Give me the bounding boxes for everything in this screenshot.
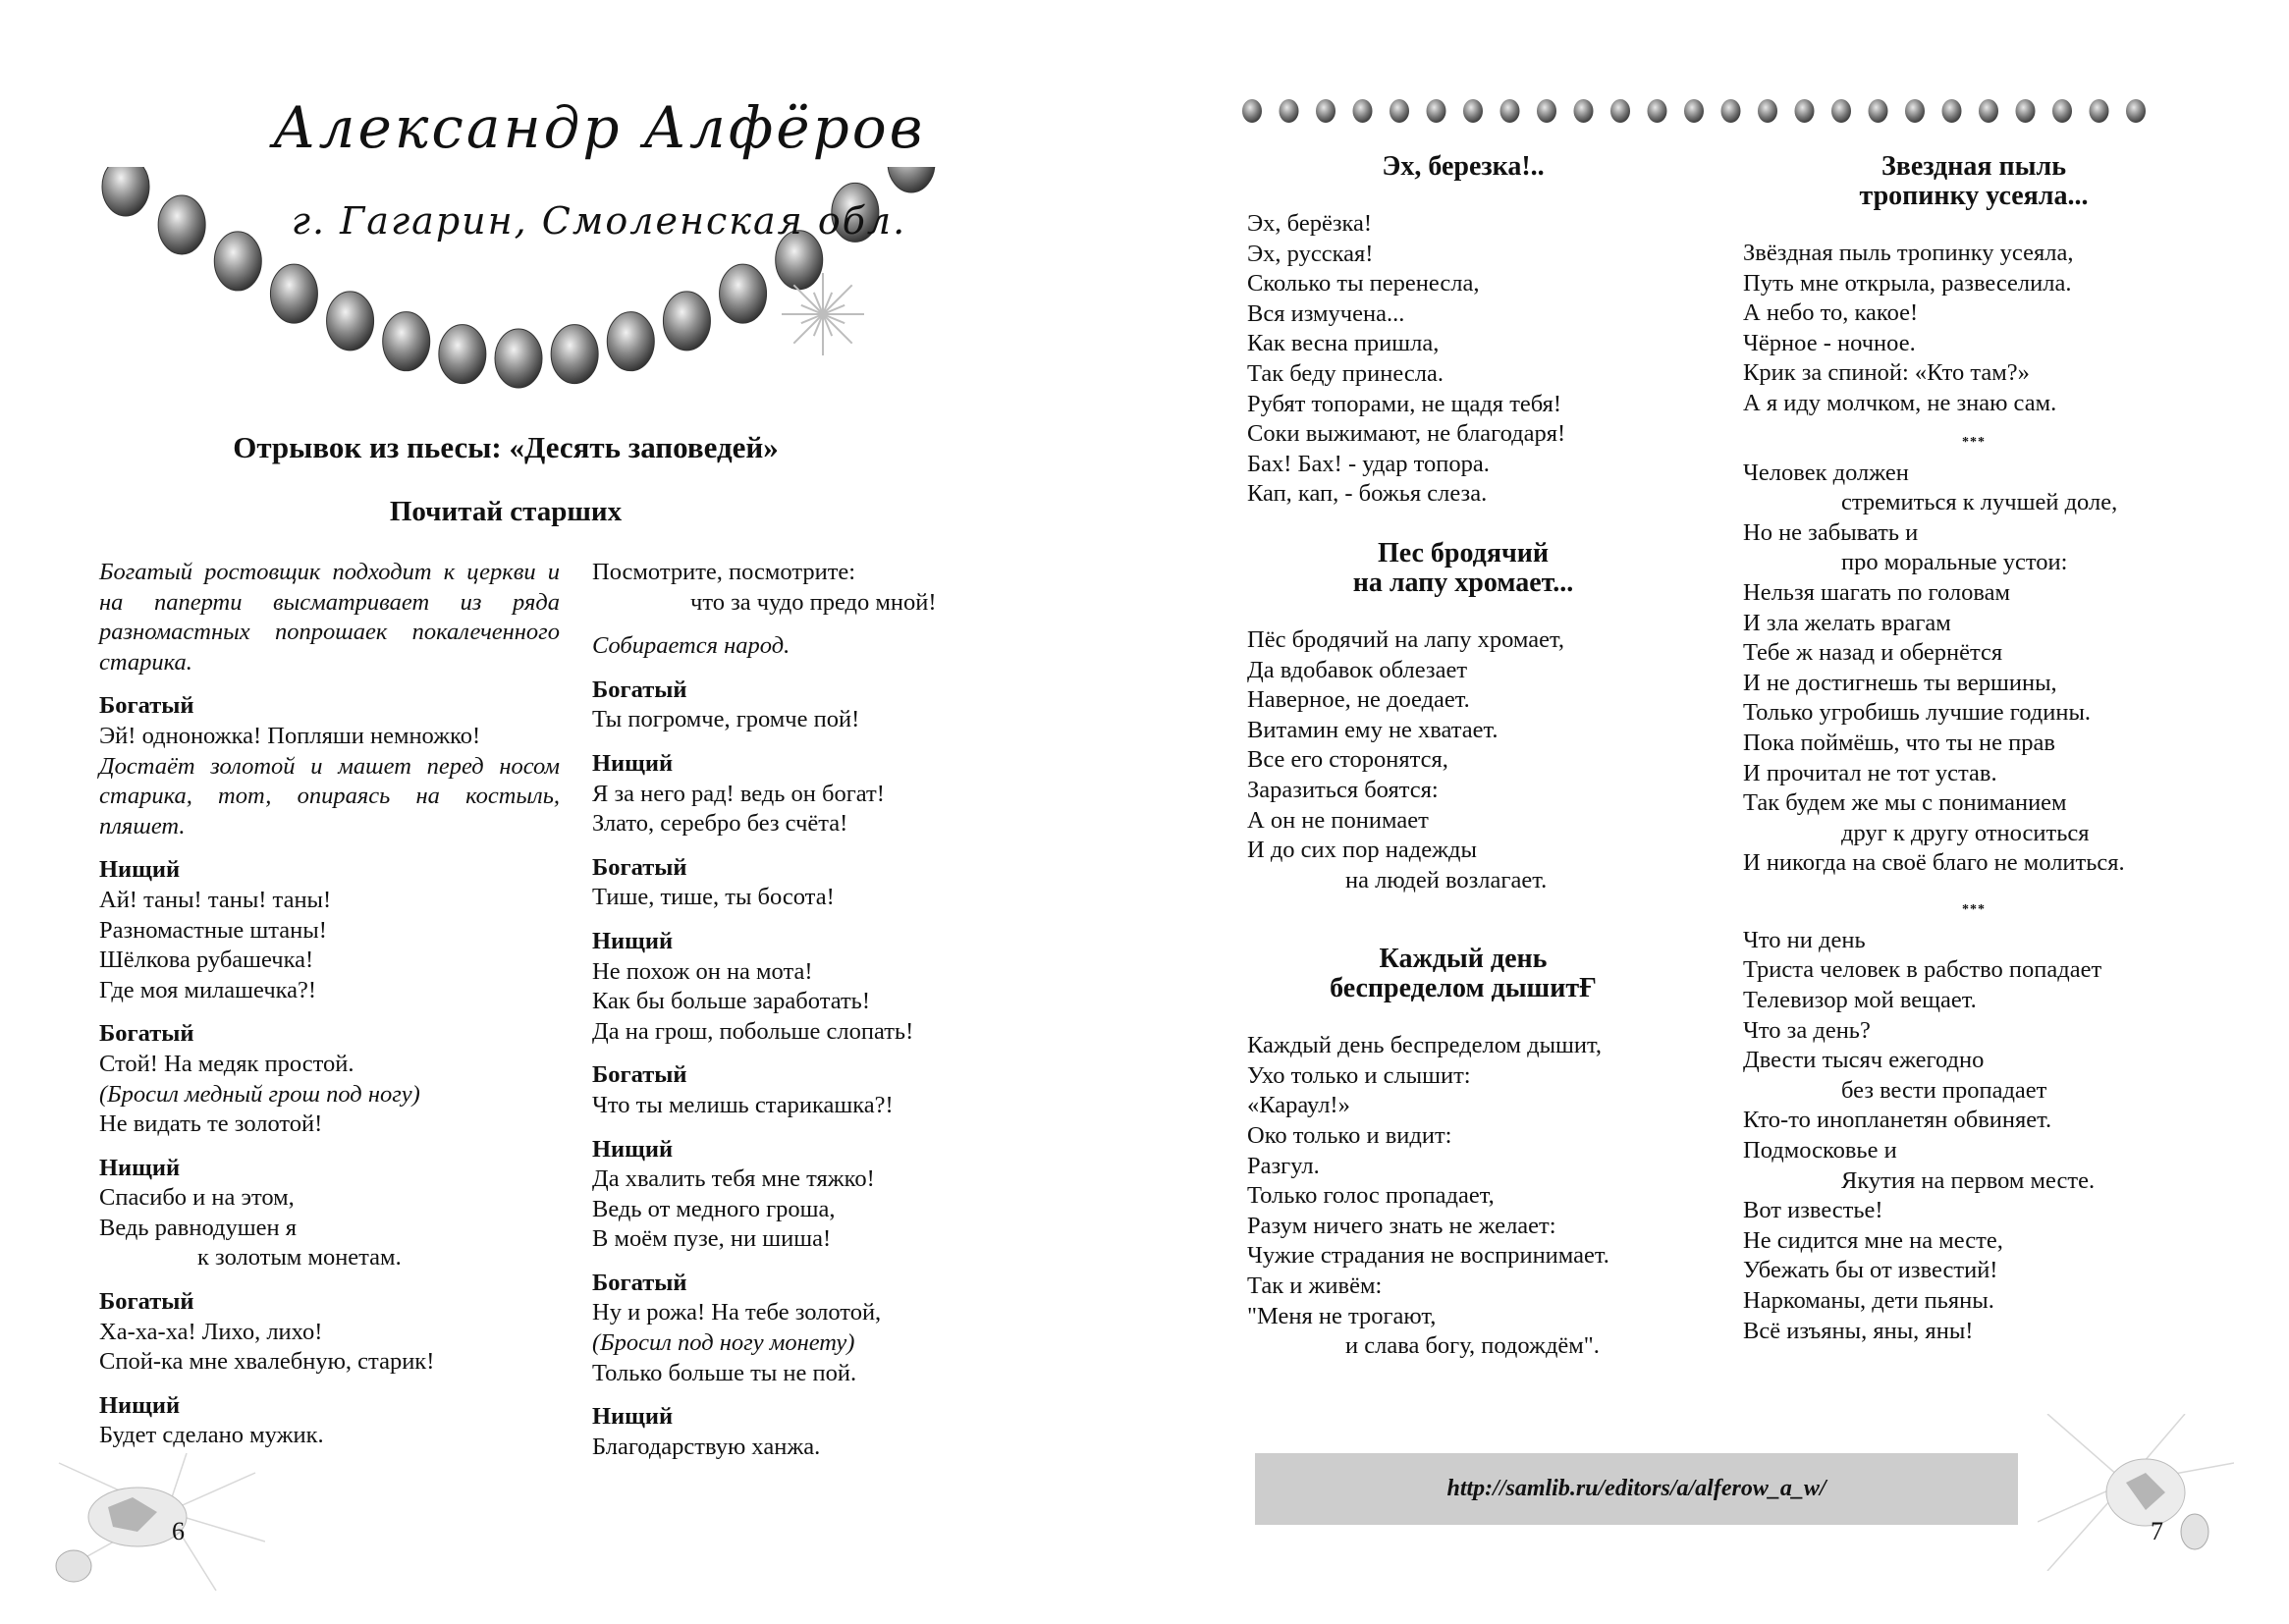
- text-line: Что за день?: [1743, 1016, 1871, 1044]
- text-line: Эй! одноножка! Попляши немножко!: [99, 722, 481, 749]
- speaker-name: Богатый: [592, 1269, 687, 1296]
- text-line: Ха-ха-ха! Лихо, лихо!: [99, 1318, 323, 1345]
- poem-stanza: [1743, 239, 2205, 419]
- author-name: Александр Алфёров: [272, 94, 926, 161]
- text-line: стремиться к лучшей доле,: [1841, 489, 2118, 516]
- text-line: Крик за спиной: «Кто там?»: [1743, 359, 2030, 387]
- page-number-left: 6: [172, 1517, 185, 1545]
- text-line: к золотым монетам.: [197, 1244, 402, 1272]
- stanza-separator: ***: [1962, 434, 1986, 450]
- text-line: Якутия на первом месте.: [1841, 1166, 2096, 1194]
- text-line: И никогда на своё благо не молиться.: [1743, 849, 2125, 877]
- text-line: Ведь равнодушен я: [99, 1214, 297, 1241]
- gem-bead: [214, 232, 261, 291]
- text-line: Стой! На медяк простой.: [99, 1050, 354, 1077]
- gem-bead: [2016, 99, 2036, 123]
- gem-bead: [1684, 99, 1704, 123]
- text-line: Ты погромче, громче пой!: [592, 706, 860, 733]
- poems-column-left: [1247, 152, 1679, 1362]
- stage-direction: Собирается народ.: [592, 632, 790, 660]
- text-line: Убежать бы от известий!: [1743, 1257, 1998, 1284]
- text-line: Эх, русская!: [1247, 240, 1374, 267]
- text-line: Витамин ему не хватает.: [1247, 716, 1499, 743]
- dialogue-block: [99, 1019, 560, 1139]
- poem-title: [1247, 539, 1679, 598]
- text-line: Посмотрите, посмотрите:: [592, 559, 856, 585]
- text-line: Разномастные штаны!: [99, 916, 327, 944]
- text-line: Эх, берёзка!: [1247, 210, 1373, 237]
- text-line: Как весна пришла,: [1247, 330, 1440, 357]
- text-line: Так и живём:: [1247, 1272, 1383, 1300]
- poem: [1247, 945, 1679, 1362]
- text-line: Путь мне открыла, развеселила.: [1743, 269, 2072, 297]
- text-line: Бах! Бах! - удар топора.: [1247, 450, 1490, 477]
- text-line: Человек должен: [1743, 459, 1909, 486]
- gem-border-decoration: [1242, 96, 2224, 126]
- left-page: [0, 0, 1144, 1624]
- gem-bead: [551, 325, 598, 384]
- text-line: Телевизор мой вещает.: [1743, 987, 1977, 1014]
- speaker-name: Богатый: [99, 692, 194, 720]
- text-line: Кто-то инопланетян обвиняет.: [1743, 1107, 2052, 1134]
- poem-title-line: Звездная пыль: [1880, 151, 2067, 182]
- right-page: [1144, 0, 2289, 1624]
- text-line: Не сидится мне на месте,: [1743, 1226, 2003, 1254]
- text-line: Сколько ты перенесла,: [1247, 270, 1480, 298]
- text-line: Звёздная пыль тропинку усеяла,: [1743, 240, 2074, 266]
- text-line: А я иду молчком, не знаю сам.: [1743, 389, 2057, 416]
- dialogue-block: [592, 1060, 1005, 1120]
- speaker-name: Нищий: [592, 1135, 674, 1163]
- text-line: И до сих пор надежды: [1247, 837, 1477, 864]
- gem-bead: [1574, 99, 1594, 123]
- text-line: Благодарствую ханжа.: [592, 1433, 821, 1460]
- dialogue-block: [592, 558, 1005, 618]
- dialogue-block: [99, 691, 560, 841]
- gem-bead: [1280, 99, 1299, 123]
- footer-url-box: [1255, 1453, 2018, 1525]
- speaker-name: Нищий: [592, 749, 674, 777]
- author-location: г. Гагарин, Смоленская обл.: [291, 199, 907, 243]
- poem: [1247, 539, 1679, 895]
- text-line: Да хвалить тебя мне тяжко!: [592, 1165, 875, 1193]
- poem-stanza: [1743, 459, 2205, 879]
- gem-bead: [1353, 99, 1373, 123]
- stage-direction: (Бросил под ногу монету): [592, 1329, 855, 1357]
- dialogue-block: [99, 1287, 560, 1378]
- poem-title: [1743, 152, 2205, 211]
- speaker-name: Нищий: [99, 1391, 181, 1419]
- gem-bead: [439, 325, 486, 384]
- text-line: Кап, кап, - божья слеза.: [1247, 480, 1488, 508]
- speaker-name: Богатый: [99, 1288, 194, 1316]
- gem-bead: [102, 167, 149, 216]
- text-line: Шёлкова рубашечка!: [99, 947, 314, 974]
- text-line: Но не забывать и: [1743, 518, 1919, 546]
- text-line: «Караул!»: [1247, 1092, 1350, 1119]
- gem-bead: [383, 312, 430, 371]
- text-line: Чёрное - ночное.: [1743, 329, 1916, 356]
- gem-bead: [1610, 99, 1630, 123]
- gem-bead: [1463, 99, 1483, 123]
- dialogue-block: [592, 1269, 1005, 1388]
- poem-stanza: [1743, 926, 2205, 1346]
- speaker-name: Нищий: [592, 1403, 674, 1431]
- text-line: Вся измучена...: [1247, 299, 1405, 327]
- text-line: и слава богу, подождём".: [1345, 1332, 1600, 1360]
- text-line: Все его сторонятся,: [1247, 746, 1448, 774]
- dialogue-block: [99, 1154, 560, 1273]
- gem-bead: [888, 167, 935, 192]
- text-line: Что ни день: [1743, 926, 1866, 953]
- dialogue-block: [99, 1391, 560, 1451]
- stage-direction: Достаёт золотой и машет перед носом старика, тот, опираясь на костыль, пляшет.: [99, 752, 560, 839]
- text-line: без вести пропадает: [1841, 1076, 2047, 1104]
- text-line: Только голос пропадает,: [1247, 1182, 1495, 1210]
- text-line: Что ты мелишь старикашка?!: [592, 1091, 894, 1118]
- speaker-name: Богатый: [592, 1061, 687, 1089]
- text-line: Наркоманы, дети пьяны.: [1743, 1287, 1994, 1314]
- text-line: Нельзя шагать по головам: [1743, 578, 2011, 606]
- text-line: "Меня не трогают,: [1247, 1302, 1437, 1329]
- text-line: Ну и рожа! На тебе золотой,: [592, 1299, 882, 1326]
- speaker-name: Нищий: [99, 1154, 181, 1181]
- text-line: И зла желать врагам: [1743, 609, 1951, 636]
- gem-bead: [1537, 99, 1556, 123]
- gem-bead: [327, 292, 374, 351]
- text-line: Триста человек в рабство попадает: [1743, 956, 2102, 984]
- gem-bead: [1648, 99, 1667, 123]
- gem-bead: [1795, 99, 1815, 123]
- gem-bead: [270, 264, 317, 323]
- stanza-separator: ***: [1962, 901, 1986, 917]
- text-line: Наверное, не доедает.: [1247, 686, 1470, 714]
- dialogue-block: [592, 853, 1005, 913]
- speaker-name: Богатый: [99, 1020, 194, 1048]
- text-line: Разум ничего знать не желает:: [1247, 1212, 1556, 1239]
- play-column-2: [592, 558, 1005, 1476]
- text-line: Заразиться боятся:: [1247, 776, 1439, 803]
- stage-direction: (Бросил медный грош под ногу): [99, 1080, 420, 1108]
- poem-title-line: тропинку усеяла...: [1859, 181, 2089, 211]
- sparkle-icon: [782, 273, 864, 355]
- gem-bead: [1758, 99, 1777, 123]
- gem-bead: [1390, 99, 1409, 123]
- text-line: Будет сделано мужик.: [99, 1422, 324, 1449]
- text-line: Не похож он на мота!: [592, 957, 813, 985]
- dialogue-block: [592, 1402, 1005, 1462]
- speaker-name: Богатый: [592, 853, 687, 881]
- gem-bead: [1427, 99, 1446, 123]
- dialogue-block: [99, 855, 560, 1005]
- text-line: про моральные устои:: [1841, 549, 2068, 576]
- play-column-1: [99, 558, 560, 1465]
- gem-bead: [1869, 99, 1888, 123]
- text-line: В моём пузе, ни шиша!: [592, 1225, 832, 1253]
- speaker-name: Богатый: [592, 676, 687, 703]
- text-line: И не достигнешь ты вершины,: [1743, 669, 2057, 696]
- text-line: Тебе ж назад и обернётся: [1743, 639, 2003, 667]
- text-line: Разгул.: [1247, 1152, 1320, 1179]
- speaker-name: Нищий: [592, 927, 674, 954]
- footer-url-link[interactable]: http://samlib.ru/editors/a/alferow_a_w/: [1446, 1476, 1826, 1501]
- text-line: Где моя милашечка?!: [99, 976, 317, 1003]
- gem-bead: [1942, 99, 1962, 123]
- gem-bead: [2052, 99, 2072, 123]
- text-line: друг к другу относиться: [1841, 819, 2090, 846]
- dialogue-block: [592, 749, 1005, 839]
- gem-bead: [1831, 99, 1851, 123]
- gem-sparkle-corner-icon: [39, 1453, 265, 1600]
- text-line: Я за него рад! ведь он богат!: [592, 780, 885, 807]
- gem-bead: [495, 329, 542, 388]
- dialogue-block: [592, 1135, 1005, 1255]
- gem-bead: [158, 195, 205, 254]
- poem-title: [1247, 152, 1679, 182]
- text-line: Только угробишь лучшие годины.: [1743, 699, 2092, 727]
- text-line: Подмосковье и: [1743, 1137, 1897, 1164]
- text-line: Чужие страдания не воспринимает.: [1247, 1242, 1609, 1270]
- gem-bead: [2090, 99, 2109, 123]
- text-line: Ухо только и слышит:: [1247, 1061, 1471, 1089]
- text-line: Спой-ка мне хвалебную, старик!: [99, 1348, 435, 1376]
- text-line: Всё изъяны, яны, яны!: [1743, 1317, 1974, 1344]
- text-line: на людей возлагает.: [1345, 866, 1548, 893]
- poem-title-line: беспределом дышитҒ: [1330, 973, 1597, 1004]
- play-title: Отрывок из пьесы: «Десять заповедей»: [233, 430, 779, 464]
- text-line: И прочитал не тот устав.: [1743, 759, 1997, 786]
- text-line: Как бы больше заработать!: [592, 988, 870, 1015]
- poem: [1247, 152, 1679, 510]
- gem-bead: [663, 292, 710, 351]
- text-line: Так беду принесла.: [1247, 359, 1444, 387]
- poem-title-line: Пес бродячий: [1377, 537, 1550, 568]
- gem-sparkle-corner-icon: [2038, 1414, 2234, 1571]
- poem-title-line: на лапу хромает...: [1352, 567, 1574, 598]
- gem-bead: [1500, 99, 1520, 123]
- text-line: А небо то, какое!: [1743, 299, 1919, 327]
- gem-bead: [1905, 99, 1925, 123]
- poem-title-line: Каждый день: [1379, 944, 1548, 975]
- dialogue-block: [592, 927, 1005, 1047]
- text-line: Двести тысяч ежегодно: [1743, 1047, 1985, 1074]
- text-line: А он не понимает: [1247, 806, 1429, 834]
- text-line: Ай! таны! таны! таны!: [99, 886, 332, 913]
- poem-title-line: Эх, березка!..: [1382, 151, 1545, 182]
- text-line: Соки выжимают, не благодаря!: [1247, 420, 1566, 448]
- poem-title: [1247, 945, 1679, 1003]
- text-line: Спасибо и на этом,: [99, 1184, 295, 1212]
- text-line: Вот известье!: [1743, 1197, 1883, 1224]
- text-line: Тише, тише, ты босота!: [592, 884, 835, 911]
- dialogue-block: [592, 676, 1005, 735]
- text-line: Пока поймёшь, что ты не прав: [1743, 729, 2055, 756]
- text-line: Рубят топорами, не щадя тебя!: [1247, 390, 1562, 417]
- gem-bead: [1721, 99, 1741, 123]
- scene-title: Почитай старших: [389, 496, 623, 527]
- text-line: Не видать те золотой!: [99, 1110, 323, 1138]
- speaker-name: Нищий: [99, 856, 181, 884]
- text-line: Да на грош, побольше слопать!: [592, 1017, 914, 1045]
- text-line: Так будем же мы с пониманием: [1743, 789, 2067, 817]
- gem-bead: [1316, 99, 1335, 123]
- gem-bead: [720, 264, 767, 323]
- gem-bead: [1979, 99, 1998, 123]
- stage-direction-intro: Богатый ростовщик подходит к церкви и на паперти высматривает из ряда разномастных попрошаек покалеченного старика.: [99, 559, 560, 676]
- text-line: Да вдобавок облезает: [1247, 656, 1468, 683]
- gem-bead: [2126, 99, 2146, 123]
- text-line: Ведь от медного гроша,: [592, 1195, 836, 1222]
- dialogue-block: [592, 631, 1005, 662]
- text-line: что за чудо предо мной!: [690, 588, 937, 616]
- gem-bead: [607, 312, 654, 371]
- page-number-right: 7: [2151, 1517, 2163, 1545]
- text-line: Каждый день беспределом дышит,: [1247, 1032, 1603, 1059]
- text-line: Око только и видит:: [1247, 1122, 1452, 1150]
- poems-column-right: [1743, 152, 2205, 1346]
- text-line: Пёс бродячий на лапу хромает,: [1247, 625, 1564, 653]
- gem-bead: [1242, 99, 1262, 123]
- text-line: Злато, серебро без счёта!: [592, 810, 848, 838]
- text-line: Только больше ты не пой.: [592, 1359, 857, 1386]
